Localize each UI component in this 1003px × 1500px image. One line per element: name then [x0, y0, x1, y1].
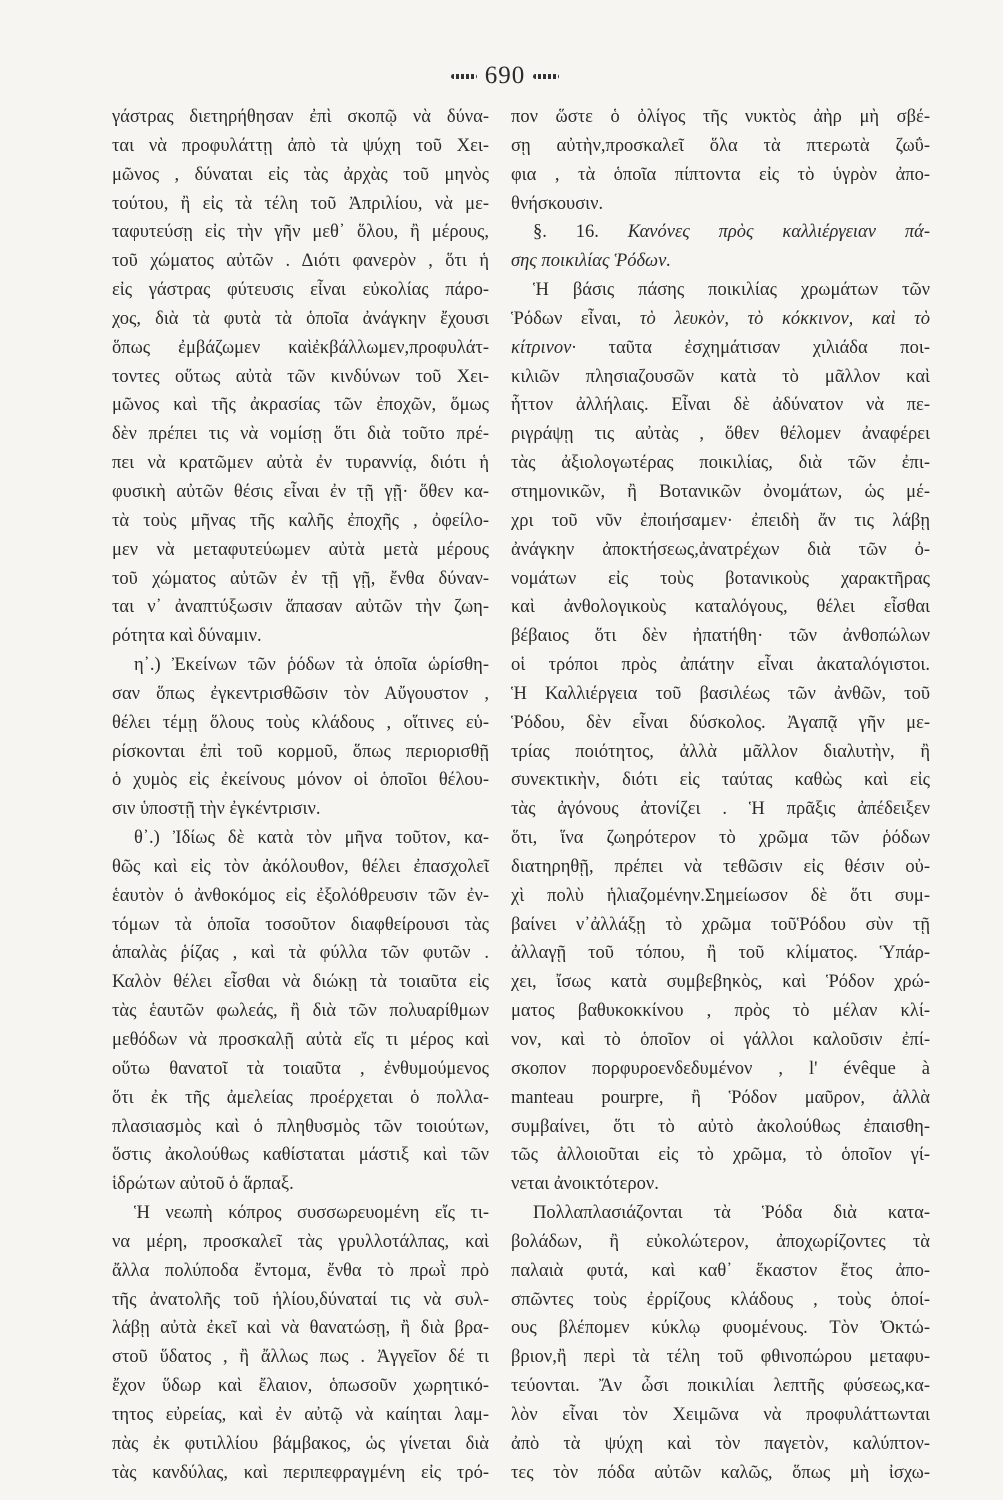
- text-line: manteau pourpre, ἢ Ῥόδον μαῦρον, ἀλλὰ: [511, 1087, 930, 1108]
- text-line: χος, διὰ τὰ φυτὰ τὰ ὁποῖα ἀνάγκην ἔχουσι: [112, 308, 489, 329]
- text-line: ἀλλαγῇ τοῦ τόπου, ἢ τοῦ κλίματος. Ὑπάρ-: [511, 943, 930, 964]
- text-line: θ᾽.) Ἰδίως δὲ κατὰ τὸν μῆνα τοῦτον, κα-: [134, 828, 489, 849]
- text-line: ἁπαλὰς ῥίζας , καὶ τὰ φύλλα τῶν φυτῶν .: [112, 943, 489, 964]
- text-line: Καλὸν θέλει εἶσθαι νὰ διώκῃ τὰ τοιαῦτα εἰς: [112, 972, 489, 993]
- text-line: βριον,ἢ περὶ τὰ τέλη τοῦ φθινοπώρου μεταφυ-: [511, 1347, 930, 1368]
- text-line: ἧττον ἀλλήλαις. Εἶναι δὲ ἀδύνατον νὰ πε-: [511, 395, 930, 416]
- text-line: ται νὰ προφυλάττῃ ἀπὸ τὰ ψύχη τοῦ Χει-: [112, 135, 489, 156]
- text-line: χρι τοῦ νῦν ἐποιήσαμεν· ἐπειδὴ ἄν τις λάβῃ: [511, 510, 930, 531]
- text-line: βαίνει ν᾽ἀλλάξῃ τὸ χρῶμα τοῦῬόδου σὺν τῇ: [511, 914, 930, 935]
- text-line: σπῶντες τοὺς ἐρρίζους κλάδους , τοὺς ὁποί-: [511, 1289, 930, 1310]
- text-line: ταφυτεύσῃ εἰς τὴν γῆν μεθ᾽ ὅλου, ἢ μέρους,: [112, 222, 489, 243]
- text-segment: ταῦτα ἐσχημάτισαν χιλιάδα ποι-: [575, 337, 930, 358]
- text-line: ους βλέπομεν κύκλῳ φυομένους. Τὸν Ὀκτώ-: [511, 1318, 930, 1339]
- text-line: ἄλλα πολύποδα ἔντομα, ἔνθα τὸ πρωῒ πρὸ: [112, 1260, 489, 1281]
- text-line: ριγράψῃ τις αὐτὰς , ὅθεν θέλομεν ἀναφέρει: [511, 424, 930, 445]
- text-line: πὰς ἐκ φυτιλλίου βάμβακος, ὡς γίνεται διὰ: [112, 1433, 489, 1454]
- text-line: ρίσκονται ἐπὶ τοῦ κορμοῦ, ὅπως περιορισθῇ: [112, 741, 489, 762]
- text-line: χὶ πολὺ ἡλιαζομένην.Σημείωσον δὲ ὅτι συμ-: [511, 885, 930, 906]
- text-line: λὸν εἶναι τὸν Χειμῶνα νὰ προφυλάττωνται: [511, 1404, 930, 1425]
- text-line: εἰς γάστρας φύτευσις εἶναι εὐκολίας πάρο-: [112, 280, 489, 301]
- text-line: [511, 218, 930, 247]
- ornament-right-icon: [533, 71, 559, 81]
- text-line: τῶς ἀλλοιοῦται εἰς τὸ χρῶμα, τὸ ὁποῖον γί-: [511, 1145, 930, 1166]
- italic-text: Κανόνες πρὸς καλλιέργειαν πά-: [627, 222, 930, 243]
- text-line: πον ὥστε ὁ ὀλίγος τῆς νυκτὸς ἀὴρ μὴ σβέ-: [511, 107, 930, 127]
- text-line: φυσικὴ αὐτῶν θέσις εἶναι ἐν τῇ γῇ· ὅθεν κα-: [112, 481, 489, 502]
- text-line: ὅπως ἐμβάζωμεν καὶἐκβάλλωμεν,προφυλάτ-: [112, 337, 489, 358]
- text-line: σῃ αὐτὴν,προσκαλεῖ ὅλα τὰ πτερωτὰ ζωΰ-: [511, 135, 930, 156]
- text-line: ἀπὸ τὰ ψύχη καὶ τὸν παγετὸν, καλύπτον-: [511, 1433, 930, 1454]
- text-line: καὶ ἀνθολογικοὺς καταλόγους, θέλει εἶσθαι: [511, 597, 930, 618]
- text-segment: Ῥόδων εἶναι,: [511, 308, 640, 329]
- text-line: ὅτι, ἵνα ζωηρότερον τὸ χρῶμα τῶν ῥόδων: [511, 828, 930, 849]
- text-line: τρίας ποιότητος, ἀλλὰ μᾶλλον διαλυτὴν, ἢ: [511, 741, 930, 762]
- text-line: τὰ τοὺς μῆνας τῆς καλῆς ἐποχῆς , ὀφείλο-: [112, 510, 489, 531]
- text-line: οἱ τρόποι πρὸς ἀπάτην εἶναι ἀκαταλόγιστοι.: [511, 655, 930, 676]
- text-line: τὰς ἀξιολογωτέρας ποικιλίας, διὰ τῶν ἐπι-: [511, 453, 930, 474]
- paragraph: [112, 651, 489, 824]
- text-line: ἔχον ὕδωρ καὶ ἔλαιον, ὁπωσοῦν χωρητικό-: [112, 1376, 489, 1397]
- text-line: κιλιῶν πλησιαζουσῶν κατὰ τὸ μᾶλλον καὶ: [511, 366, 930, 387]
- paragraph: [511, 276, 930, 1199]
- text-line: συμβαίνει, ὅτι τὸ αὐτὸ ἀκολούθως ἐπαισθη-: [511, 1116, 930, 1137]
- text-line: ὅτι ἐκ τῆς ἀμελείας προέρχεται ὁ πολλα-: [112, 1087, 489, 1108]
- text-line: Ἡ βάσις πάσης ποικιλίας χρωμάτων τῶν: [533, 280, 930, 301]
- text-line: ὅστις ἀκολούθως καθίσταται μάστιξ καὶ τῶν: [112, 1145, 489, 1166]
- text-line: βολάδων, ἢ εὐκολώτερον, ἀποχωρίζοντες τὰ: [511, 1231, 930, 1252]
- text-line: σκοπον πορφυροενδεδυμένον , l' évêque à: [511, 1058, 930, 1079]
- text-line: τὰς κανδύλας, καὶ περιπεφραγμένη εἰς τρό-: [112, 1462, 489, 1483]
- text-line: ται ν᾽ ἀναπτύξωσιν ἅπασαν αὐτῶν τὴν ζωη-: [112, 597, 489, 618]
- text-line: [511, 247, 930, 276]
- italic-text: σης ποικιλίας Ῥόδων.: [511, 251, 671, 272]
- paragraph: [112, 1199, 489, 1487]
- text-line: τεύονται. Ἄν ὦσι ποικιλίαι λεπτῆς φύσεως,κα-: [511, 1376, 930, 1397]
- text-line: τοῦ χώματος αὐτῶν . Διότι φανερὸν , ὅτι ἡ: [112, 251, 489, 272]
- text-line: [511, 334, 930, 363]
- text-line: οὕτω θανατοῖ τὰ τοιαῦτα , ἐνθυμούμενος: [112, 1058, 489, 1079]
- text-line: πει νὰ κρατῶμεν αὐτὰ ἐν τυραννίᾳ, διότι ἡ: [112, 453, 489, 474]
- text-line: Ῥόδου, δὲν εἶναι δύσκολος. Ἀγαπᾷ γῆν με-: [511, 712, 930, 733]
- text-line: βέβαιος ὅτι δὲν ἠπατήθη· τῶν ἀνθοπώλων: [511, 626, 930, 647]
- text-line: θέλει τέμῃ ὅλους τοὺς κλάδους , οἵτινες εὑ-: [112, 712, 489, 733]
- text-line: να μέρη, προσκαλεῖ τὰς γρυλλοτάλπας, καὶ: [112, 1231, 489, 1252]
- text-line: στοῦ ὕδατος , ἢ ἄλλως πως . Ἀγγεῖον δέ τι: [112, 1347, 489, 1368]
- text-line: χει, ἴσως κατὰ συμβεβηκὸς, καὶ Ῥόδον χρώ-: [511, 972, 930, 993]
- italic-text: τὸ λευκὸν, τὸ κόκκινον, καὶ τὸ: [639, 308, 930, 329]
- text-line: φια , τὰ ὁποῖα πίπτοντα εἰς τὸ ὑγρὸν ἀπο-: [511, 164, 930, 185]
- text-line: τῆς ἀνατολῆς τοῦ ἡλίου,δύναταί τις νὰ συλ-: [112, 1289, 489, 1310]
- text-line: τες τὸν πόδα αὐτῶν καλῶς, ὅπως μὴ ἰσχω-: [511, 1462, 930, 1483]
- text-line: τοντες οὕτως αὐτὰ τῶν κινδύνων τοῦ Χει-: [112, 366, 489, 387]
- text-line: θῶς καὶ εἰς τὸν ἀκόλουθον, θέλει ἐπασχολεῖ: [112, 856, 489, 877]
- paragraph: [511, 218, 930, 276]
- text-line: ὁ χυμὸς εἰς ἐκείνους μόνον οἱ ὁποῖοι θέλου-: [112, 770, 489, 791]
- text-line: ρότητα καὶ δύναμιν.: [112, 626, 262, 647]
- text-line: τητος εὐρείας, καὶ ἐν αὐτῷ νὰ καίηται λαμ-: [112, 1404, 489, 1425]
- text-line: η᾽.) Ἐκείνων τῶν ῥόδων τὰ ὁποῖα ὡρίσθη-: [134, 655, 489, 676]
- text-line: διατηρηθῇ, πρέπει νὰ τεθῶσιν εἰς θέσιν οὐ-: [511, 856, 930, 877]
- text-line: λάβῃ αὐτὰ ἐκεῖ καὶ νὰ θανατώσῃ, ἢ διὰ βρα-: [112, 1318, 489, 1339]
- text-line: νεται ἀνοικτότερον.: [511, 1174, 659, 1195]
- text-line: μεθόδων νὰ προσκαλῇ αὐτὰ εἴς τι μέρος καὶ: [112, 1030, 489, 1050]
- text-line: μῶνος , δύναται εἰς τὰς ἀρχὰς τοῦ μηνὸς: [112, 164, 489, 185]
- text-line: γάστρας διετηρήθησαν ἐπὶ σκοπῷ νὰ δύνα-: [112, 107, 489, 127]
- text-line: μεν νὰ μεταφυτεύωμεν αὐτὰ μετὰ μέρους: [112, 539, 489, 560]
- text-line: Ἡ νεωπὴ κόπρος συσσωρευομένη εἴς τι-: [134, 1203, 489, 1224]
- left-column: [112, 103, 489, 1488]
- text-line: ματος βαθυκοκκίνου , πρὸς τὸ μέλαν κλί-: [511, 1001, 930, 1022]
- ornament-left-icon: [451, 71, 477, 81]
- text-line: δὲν πρέπει τις νὰ νομίσῃ ὅτι διὰ τοῦτο πρέ-: [112, 424, 489, 445]
- text-segment: §. 16.: [533, 222, 628, 243]
- page-header: [430, 60, 580, 92]
- text-line: πλασιασμὸς καὶ ὁ πληθυσμὸς τῶν τοιούτων,: [112, 1116, 489, 1137]
- text-line: ἱδρώτων αὐτοῦ ὁ ἅρπαξ.: [112, 1174, 294, 1195]
- text-line: Πολλαπλασιάζονται τὰ Ῥόδα διὰ κατα-: [533, 1203, 930, 1224]
- text-line: τοῦ χώματος αὐτῶν ἐν τῇ γῇ, ἔνθα δύναν-: [112, 568, 489, 589]
- text-line: τούτου, ἢ εἰς τὰ τέλη τοῦ Ἀπριλίου, νὰ με-: [112, 193, 489, 214]
- right-column: [511, 103, 930, 1488]
- text-line: Ἡ Καλλιέργεια τοῦ βασιλέως τῶν ἀνθῶν, τοῦ: [511, 683, 930, 704]
- text-line: συνεκτικὴν, διότι εἰς ταύτας καθὼς καὶ εἰς: [511, 770, 930, 791]
- paragraph: [511, 1199, 930, 1487]
- text-line: σιν ὑποστῇ τὴν ἐγκέντρισιν.: [112, 799, 321, 820]
- text-line: νον, καὶ τὸ ὁποῖον οἱ γάλλοι καλοῦσιν ἐπί-: [511, 1030, 930, 1050]
- paragraph: [112, 103, 489, 651]
- text-line: νομάτων εἰς τοὺς βοτανικοὺς χαρακτῆρας: [511, 568, 930, 589]
- text-line: τόμων τὰ ὁποῖα τοσοῦτον διαφθείρουσι τὰς: [112, 914, 489, 935]
- text-line: μῶνος καὶ τῆς ἀκρασίας τῶν ἐποχῶν, ὅμως: [112, 395, 489, 416]
- page-number: 690: [484, 62, 526, 89]
- text-line: στημονικῶν, ἢ Βοτανικῶν ὀνομάτων, ὡς μέ-: [511, 481, 930, 502]
- text-line: ἀνάγκην ἀποκτήσεως,ἀνατρέχων διὰ τῶν ὀ-: [511, 539, 930, 560]
- text-line: σαν ὅπως ἐγκεντρισθῶσιν τὸν Αὔγουστον ,: [112, 683, 489, 704]
- text-line: [511, 305, 930, 334]
- text-line: τὰς ἑαυτῶν φωλεάς, ἢ διὰ τῶν πολυαρίθμων: [112, 1001, 489, 1022]
- italic-text: κίτρινον·: [511, 337, 576, 358]
- paragraph: [511, 103, 930, 218]
- text-line: τὰς ἀγόνους ἀτονίζει . Ἡ πρᾶξις ἀπέδειξεν: [511, 799, 930, 820]
- text-line: παλαιὰ φυτά, καὶ καθ᾽ ἕκαστον ἔτος ἀπο-: [511, 1260, 930, 1281]
- paragraph: [112, 824, 489, 1199]
- text-line: ἑαυτὸν ὁ ἀνθοκόμος εἰς ἐξολόθρευσιν τῶν ἐν-: [112, 885, 489, 906]
- text-line: θνήσκουσιν.: [511, 193, 604, 214]
